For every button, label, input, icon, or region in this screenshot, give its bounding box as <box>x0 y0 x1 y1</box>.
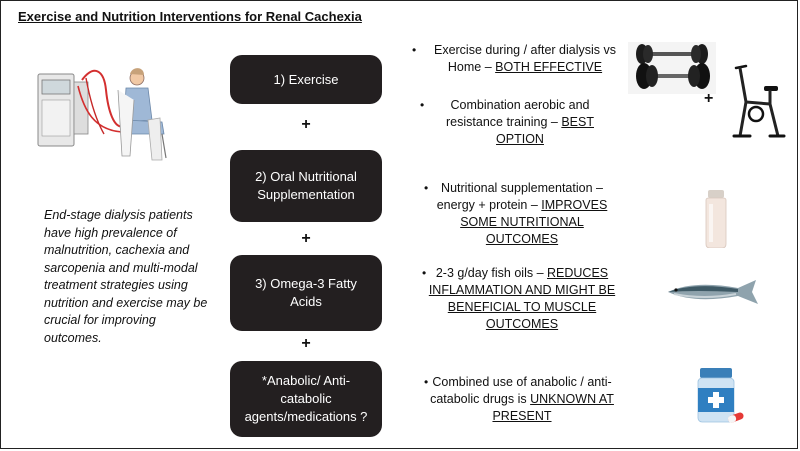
left-description: End-stage dialysis patients have high prevalence of malnutrition, cachexia and sarcopenia and multi-modal treatment strategies using nutrition and exercise may be crucial for improving outcomes. <box>44 208 208 345</box>
bullet-text: Nutritional supplementation – energy + protein – <box>436 181 603 212</box>
bullet-fish-oils <box>418 265 626 333</box>
bullet-anabolic-drugs <box>424 374 620 425</box>
figure-title: Exercise and Nutrition Interventions for Renal Cachexia <box>18 9 362 24</box>
dialysis-patient-illustration <box>34 60 174 165</box>
bullet-emphasis: REDUCES INFLAMMATION AND MIGHT BE BENEFICIAL TO MUSCLE OUTCOMES <box>428 266 616 331</box>
bullet-emphasis: IMPROVES SOME NUTRITIONAL OUTCOMES <box>460 198 608 246</box>
bullet-emphasis: BOTH EFFECTIVE <box>495 60 603 74</box>
fish-icon <box>664 278 762 306</box>
bullet-text: 2-3 g/day fish oils – <box>435 266 548 280</box>
bullet-dot: • <box>412 43 417 57</box>
bullet-exercise-setting <box>412 42 630 76</box>
bullet-text: Exercise during / after dialysis vs Home – <box>433 43 616 74</box>
plus-sign-2: + <box>301 230 311 247</box>
bullet-dot: • <box>420 98 425 112</box>
bullet-nutritional-supplementation <box>424 180 620 248</box>
bullet-text: Combined use of anabolic / anti-catabolic drugs is <box>430 375 612 406</box>
box-oral-supplementation: 2) Oral Nutritional Supplementation <box>230 150 382 222</box>
exercise-bike-icon <box>726 62 786 142</box>
box-anabolic-agents: *Anabolic/ Anti-catabolic agents/medications ? <box>230 361 382 437</box>
bullet-training-type <box>420 97 610 148</box>
plus-sign-1: + <box>301 116 311 133</box>
dumbbells-icon <box>628 42 716 94</box>
plus-sign-equipment: + <box>704 90 714 107</box>
bullet-dot: • <box>424 375 429 389</box>
box-omega3: 3) Omega-3 Fatty Acids <box>230 255 382 331</box>
bullet-text: Combination aerobic and resistance training – <box>446 98 590 129</box>
bullet-emphasis: BEST OPTION <box>496 115 594 146</box>
supplement-bottle-icon <box>703 190 729 248</box>
bullet-emphasis: UNKNOWN AT PRESENT <box>492 392 614 423</box>
bullet-dot: • <box>422 266 427 280</box>
plus-sign-3: + <box>301 335 311 352</box>
medication-bottle-icon <box>694 368 746 426</box>
box-exercise: 1) Exercise <box>230 55 382 104</box>
bullet-dot: • <box>424 181 429 195</box>
